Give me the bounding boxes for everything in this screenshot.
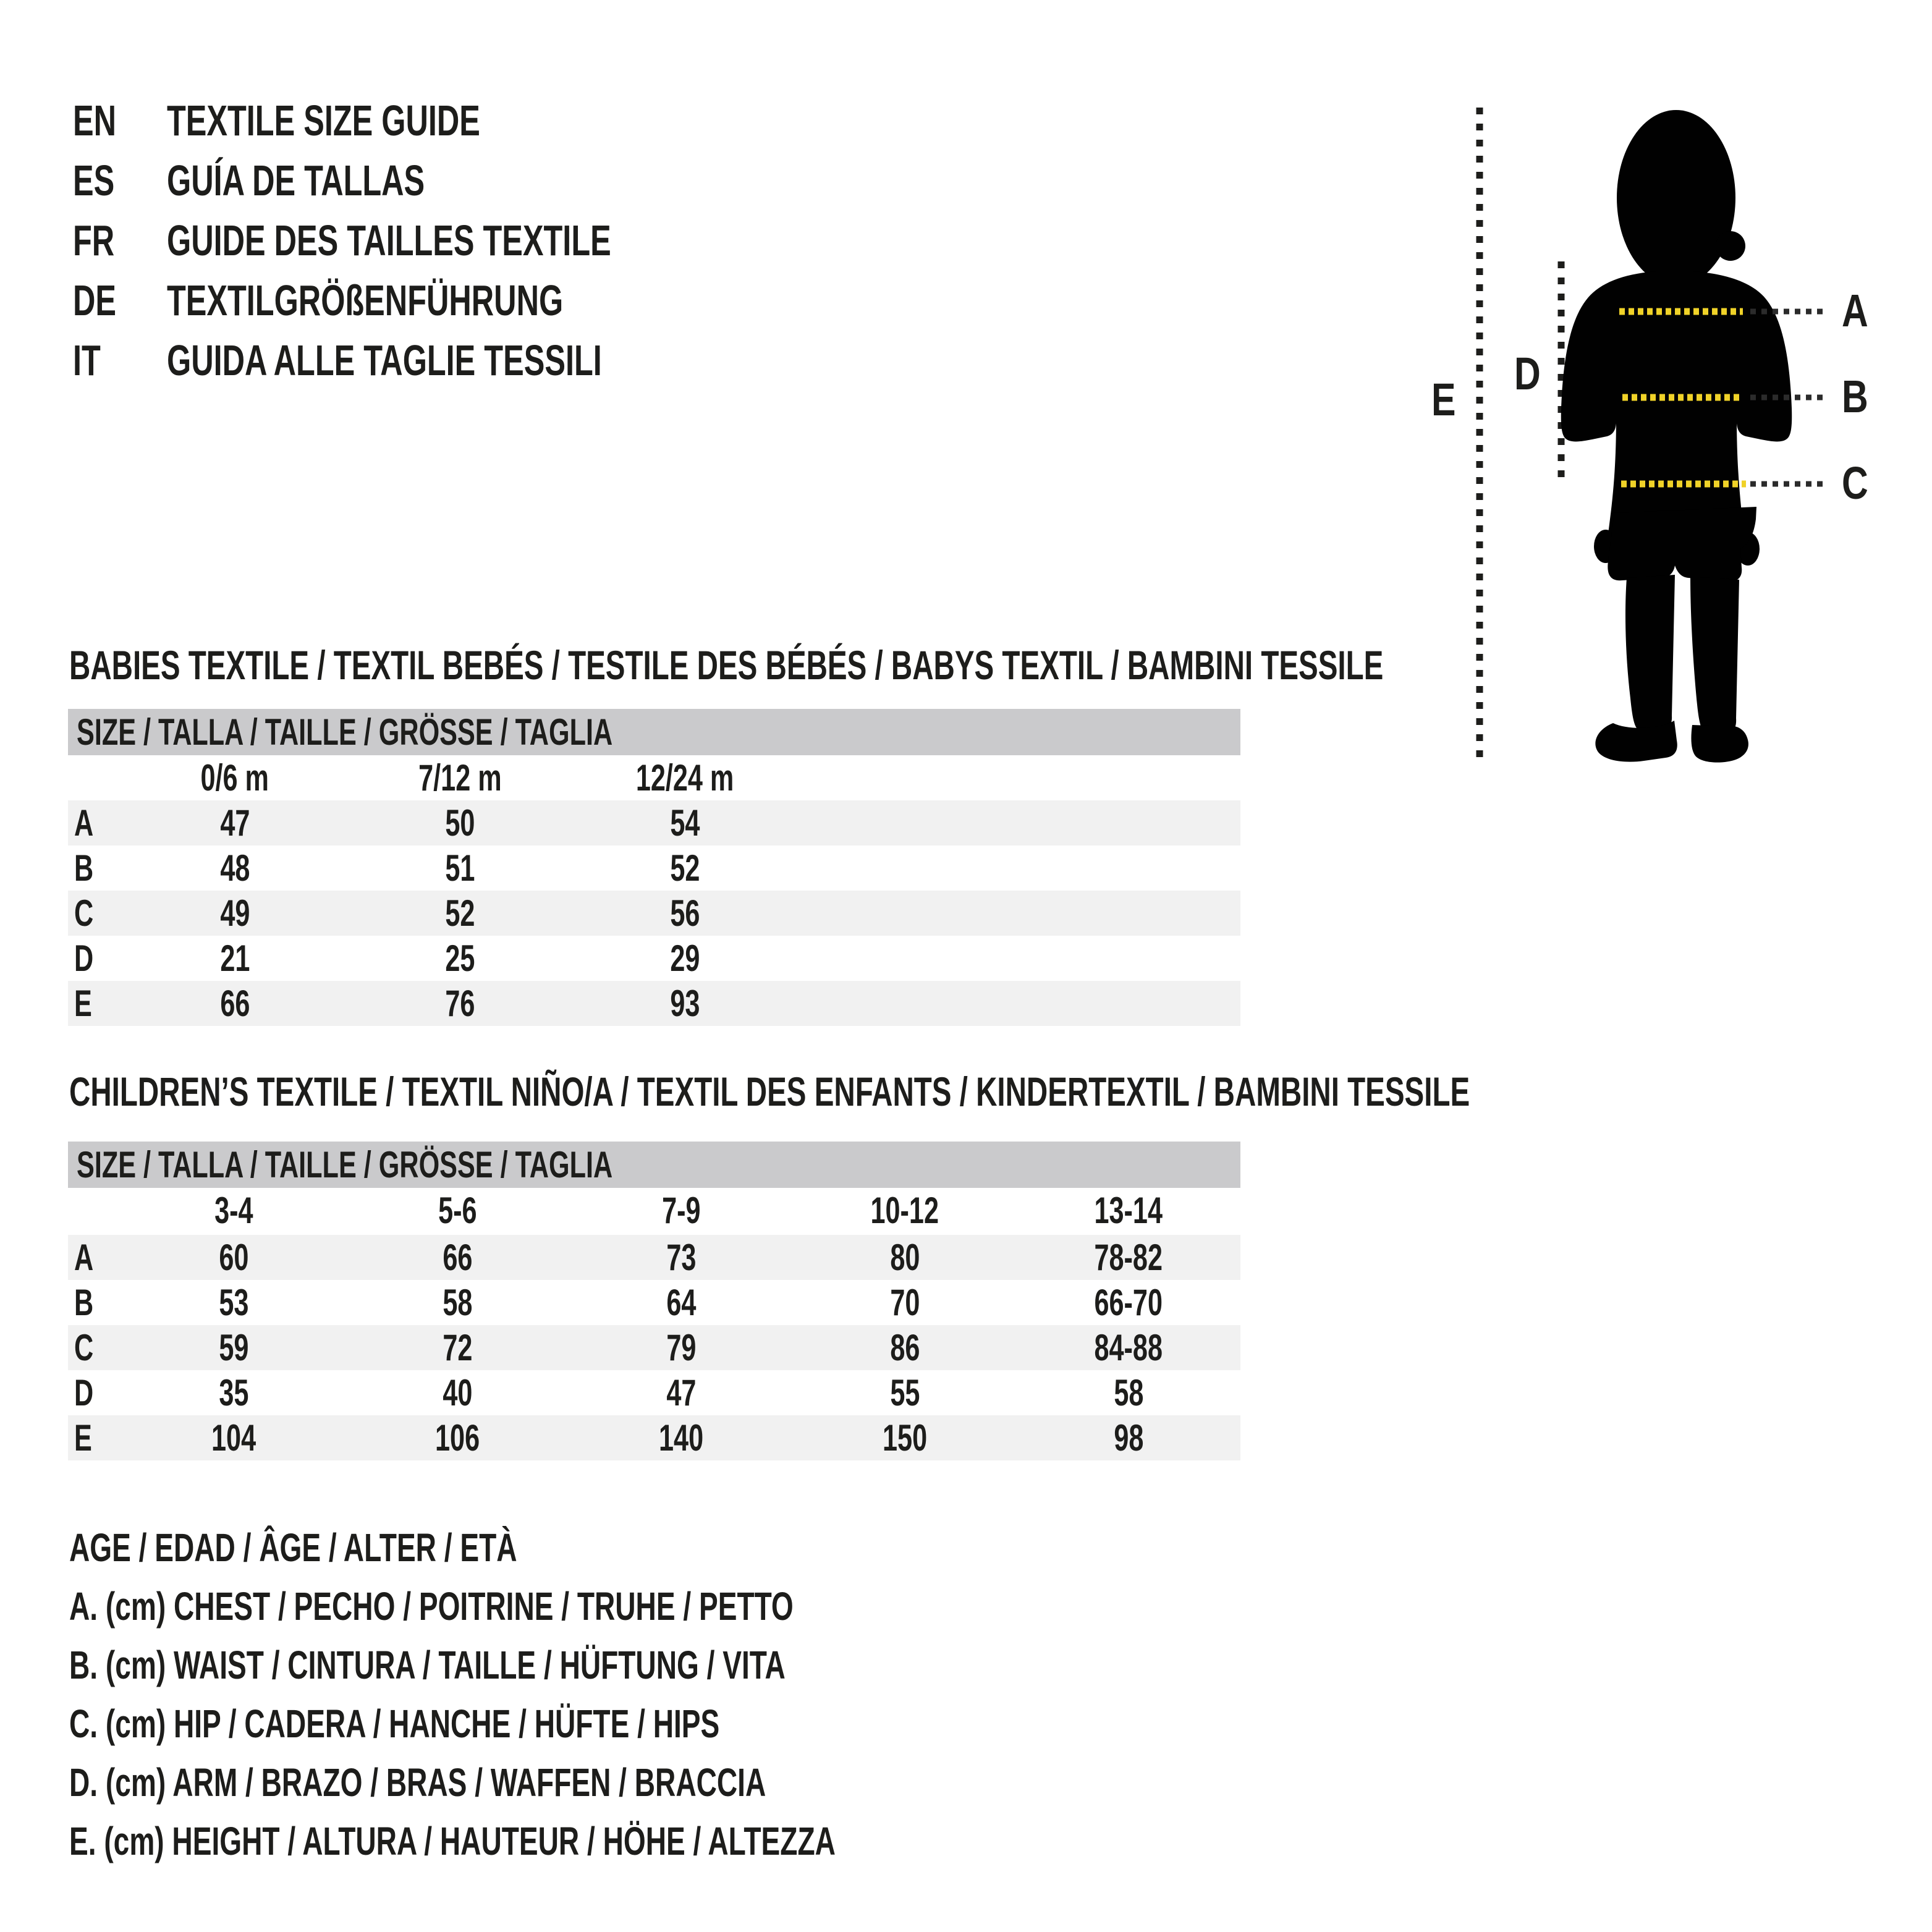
language-row-de	[73, 271, 784, 331]
size-cell: 70	[890, 1282, 920, 1323]
legend-hip: C. (cm) HIP / CADERA / HANCHE / HÜFTE / HIPS	[69, 1701, 720, 1746]
size-cell: 104	[211, 1417, 256, 1459]
column-header: 12/24 m	[635, 757, 734, 799]
size-cell: 51	[444, 847, 475, 889]
size-cell: 150	[883, 1417, 928, 1459]
size-cell: 49	[219, 892, 250, 934]
language-row-es	[73, 151, 784, 211]
size-cell: 60	[219, 1237, 249, 1278]
column-header: 3-4	[214, 1190, 253, 1231]
language-row-it	[73, 331, 784, 391]
babies-size-header-bar: SIZE / TALLA / TAILLE / GRÖSSE / TAGLIA	[68, 709, 1240, 755]
language-list	[73, 91, 784, 391]
children-row-D	[68, 1370, 1240, 1415]
legend-height: E. (cm) HEIGHT / ALTURA / HAUTEUR / HÖHE / ALTEZZA	[69, 1819, 836, 1863]
size-cell: 58	[443, 1282, 473, 1323]
size-cell: 54	[669, 802, 700, 844]
size-cell: 73	[666, 1237, 697, 1278]
figure-label-D: D	[1514, 348, 1541, 400]
size-cell: 47	[219, 802, 250, 844]
size-cell: 106	[435, 1417, 480, 1459]
row-label: A	[74, 802, 94, 844]
size-cell: 29	[669, 938, 700, 979]
row-label: A	[74, 1237, 94, 1278]
legend-age: AGE / EDAD / ÂGE / ALTER / ETÀ	[69, 1525, 517, 1570]
row-label: C	[74, 1327, 94, 1368]
figure-label-C: C	[1842, 457, 1868, 509]
size-cell: 86	[890, 1327, 920, 1368]
language-title: GUIDA ALLE TAGLIE TESSILI	[167, 336, 602, 384]
language-code: ES	[73, 156, 115, 205]
babies-row-E	[68, 981, 1240, 1026]
size-cell: 66-70	[1094, 1282, 1163, 1323]
row-label: B	[74, 1282, 94, 1323]
size-cell: 72	[443, 1327, 473, 1368]
row-label: D	[74, 1372, 94, 1413]
size-cell: 140	[659, 1417, 704, 1459]
size-cell: 93	[669, 983, 700, 1024]
children-size-header-bar: SIZE / TALLA / TAILLE / GRÖSSE / TAGLIA	[68, 1142, 1240, 1188]
size-cell: 40	[443, 1372, 473, 1413]
column-header: 13-14	[1094, 1190, 1163, 1231]
figure-label-B: B	[1842, 371, 1868, 423]
language-row-en	[73, 91, 784, 151]
size-cell: 35	[219, 1372, 249, 1413]
legend-waist: B. (cm) WAIST / CINTURA / TAILLE / HÜFTUNG / VITA	[69, 1643, 786, 1687]
legend-arm: D. (cm) ARM / BRAZO / BRAS / WAFFEN / BRACCIA	[69, 1760, 766, 1805]
column-header: 7-9	[662, 1190, 701, 1231]
children-row-E	[68, 1415, 1240, 1460]
size-cell: 80	[890, 1237, 920, 1278]
babies-row-C	[68, 891, 1240, 936]
size-cell: 64	[666, 1282, 697, 1323]
size-cell: 66	[219, 983, 250, 1024]
row-label: D	[74, 938, 94, 979]
row-label: B	[74, 847, 94, 889]
size-cell: 76	[444, 983, 475, 1024]
babies-section-heading: BABIES TEXTILE / TEXTIL BEBÉS / TESTILE DES BÉBÉS / BABYS TEXTIL / BAMBINI TESSILE	[69, 642, 1384, 688]
size-cell: 55	[890, 1372, 920, 1413]
children-row-A	[68, 1235, 1240, 1280]
children-row-C	[68, 1325, 1240, 1370]
language-code: IT	[73, 336, 101, 384]
legend-chest: A. (cm) CHEST / PECHO / POITRINE / TRUHE / PETTO	[69, 1584, 794, 1629]
size-cell: 48	[219, 847, 250, 889]
figure-label-A: A	[1842, 285, 1868, 337]
column-header: 5-6	[438, 1190, 477, 1231]
children-row-B	[68, 1280, 1240, 1325]
row-label: E	[74, 1417, 92, 1459]
size-cell: 79	[666, 1327, 697, 1368]
size-cell: 98	[1114, 1417, 1144, 1459]
row-label: C	[74, 892, 94, 934]
measurement-figure	[1409, 87, 1932, 803]
size-cell: 25	[444, 938, 475, 979]
size-cell: 78-82	[1094, 1237, 1163, 1278]
size-cell: 66	[443, 1237, 473, 1278]
language-code: DE	[73, 276, 117, 324]
figure-label-E: E	[1431, 374, 1456, 426]
language-title: GUIDE DES TAILLES TEXTILE	[167, 216, 611, 265]
children-section-heading: CHILDREN’S TEXTILE / TEXTIL NIÑO/A / TEXTIL DES ENFANTS / KINDERTEXTIL / BAMBINI TESSILE	[69, 1069, 1470, 1114]
babies-column-header-row	[68, 755, 1240, 800]
babies-row-D	[68, 936, 1240, 981]
language-title: TEXTILE SIZE GUIDE	[167, 96, 480, 145]
column-header: 7/12 m	[418, 757, 502, 799]
language-row-fr	[73, 211, 784, 271]
size-cell: 47	[666, 1372, 697, 1413]
size-cell: 53	[219, 1282, 249, 1323]
size-cell: 58	[1114, 1372, 1144, 1413]
babies-row-A	[68, 800, 1240, 845]
row-label: E	[74, 983, 92, 1024]
language-code: EN	[73, 96, 117, 145]
size-cell: 59	[219, 1327, 249, 1368]
column-header: 10-12	[870, 1190, 939, 1231]
language-title: GUÍA DE TALLAS	[167, 156, 425, 205]
size-cell: 50	[444, 802, 475, 844]
size-cell: 52	[444, 892, 475, 934]
size-cell: 21	[219, 938, 250, 979]
size-cell: 84-88	[1094, 1327, 1163, 1368]
language-code: FR	[73, 216, 115, 265]
children-column-header-row	[68, 1188, 1240, 1233]
size-cell: 52	[669, 847, 700, 889]
measurement-legend	[69, 1519, 1133, 1871]
babies-row-B	[68, 845, 1240, 891]
size-cell: 56	[669, 892, 700, 934]
column-header: 0/6 m	[200, 757, 269, 799]
language-title: TEXTILGRÖßENFÜHRUNG	[167, 276, 564, 324]
